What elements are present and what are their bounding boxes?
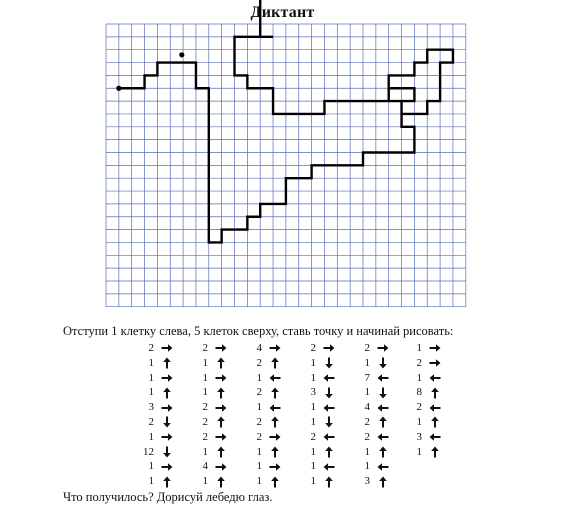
arrow-up-icon (322, 446, 336, 458)
step-count: 1 (310, 401, 316, 414)
instruction-step (356, 415, 390, 430)
arrow-down-icon (376, 357, 390, 369)
instruction-step (248, 341, 282, 356)
instruction-step (194, 415, 228, 430)
instruction-step (408, 341, 442, 356)
instruction-step (248, 445, 282, 460)
arrow-up-icon (322, 476, 336, 488)
step-count: 3 (364, 475, 370, 488)
step-count: 1 (256, 475, 262, 488)
step-count: 2 (256, 386, 262, 399)
page-title: Диктант (250, 4, 315, 21)
arrow-right-icon (214, 461, 228, 473)
instruction-step (140, 400, 174, 415)
step-count: 1 (310, 356, 316, 369)
step-count: 1 (202, 475, 208, 488)
instruction-step (248, 371, 282, 386)
step-count: 4 (256, 342, 262, 354)
arrow-right-icon (428, 342, 442, 354)
step-count: 2 (148, 415, 154, 428)
instruction-step (302, 415, 336, 430)
start-point-dot (116, 86, 121, 91)
step-count: 2 (256, 415, 262, 428)
step-count: 3 (148, 401, 154, 414)
step-count: 2 (202, 401, 208, 414)
instruction-step (248, 459, 282, 474)
step-count: 12 (143, 445, 154, 458)
step-count: 3 (310, 386, 316, 399)
instruction-step (140, 371, 174, 386)
instruction-step (248, 415, 282, 430)
step-count: 4 (364, 401, 370, 414)
arrow-left-icon (268, 372, 282, 384)
arrow-left-icon (322, 431, 336, 443)
dictation-table (140, 341, 440, 491)
arrow-left-icon (322, 402, 336, 414)
step-count: 1 (148, 475, 154, 488)
grid-lines (106, 24, 466, 307)
arrow-left-icon (376, 372, 390, 384)
arrow-down-icon (322, 387, 336, 399)
instruction-column (408, 341, 442, 459)
step-count: 1 (148, 356, 154, 369)
instruction-step (194, 445, 228, 460)
arrow-up-icon (214, 416, 228, 428)
instruction-step (248, 474, 282, 489)
arrow-down-icon (160, 446, 174, 458)
step-count: 1 (416, 371, 422, 384)
step-count: 1 (416, 342, 422, 354)
arrow-right-icon (376, 342, 390, 354)
arrow-left-icon (428, 402, 442, 414)
instruction-column (356, 341, 390, 489)
instruction-column (302, 341, 336, 489)
instruction-step (302, 474, 336, 489)
arrow-up-icon (376, 476, 390, 488)
instruction-step (356, 341, 390, 356)
arrow-up-icon (268, 416, 282, 428)
step-count: 2 (416, 356, 422, 369)
instruction-step (194, 430, 228, 445)
instruction-step (140, 341, 174, 356)
arrow-up-icon (376, 446, 390, 458)
arrow-right-icon (214, 402, 228, 414)
step-count: 1 (202, 356, 208, 369)
arrow-down-icon (322, 416, 336, 428)
instruction-step (248, 356, 282, 371)
instruction-step (302, 341, 336, 356)
step-count: 1 (310, 475, 316, 488)
step-count: 2 (256, 356, 262, 369)
step-count: 2 (364, 342, 370, 354)
instruction-column (248, 341, 282, 489)
instruction-step (194, 341, 228, 356)
arrow-right-icon (160, 402, 174, 414)
arrow-left-icon (376, 402, 390, 414)
instruction-step (248, 385, 282, 400)
instruction-step (140, 459, 174, 474)
arrow-down-icon (376, 387, 390, 399)
step-count: 1 (148, 371, 154, 384)
step-count: 1 (310, 445, 316, 458)
instruction-step (408, 385, 442, 400)
arrow-right-icon (160, 342, 174, 354)
step-count: 1 (416, 415, 422, 428)
instruction-step (194, 400, 228, 415)
step-count: 2 (202, 342, 208, 354)
step-count: 1 (148, 386, 154, 399)
question-text: Что получилось? Дорисуй лебедю глаз. (63, 490, 273, 504)
arrow-up-icon (214, 446, 228, 458)
arrow-right-icon (160, 431, 174, 443)
instruction-column (140, 341, 174, 489)
instruction-step (140, 415, 174, 430)
instruction-step (302, 371, 336, 386)
step-count: 1 (256, 401, 262, 414)
step-count: 1 (256, 460, 262, 473)
instruction-step (408, 445, 442, 460)
instruction-step (302, 400, 336, 415)
instruction-step (356, 474, 390, 489)
instruction-step (356, 400, 390, 415)
instruction-step (194, 474, 228, 489)
instruction-step (302, 356, 336, 371)
instruction-step (408, 371, 442, 386)
step-count: 3 (416, 430, 422, 443)
step-count: 1 (310, 460, 316, 473)
step-count: 1 (202, 386, 208, 399)
arrow-up-icon (214, 357, 228, 369)
instruction-step (248, 430, 282, 445)
arrow-right-icon (268, 461, 282, 473)
arrow-up-icon (376, 416, 390, 428)
arrow-up-icon (428, 416, 442, 428)
arrow-down-icon (322, 357, 336, 369)
instruction-step (356, 430, 390, 445)
arrow-left-icon (428, 372, 442, 384)
step-count: 1 (202, 371, 208, 384)
step-count: 2 (148, 342, 154, 354)
arrow-up-icon (268, 387, 282, 399)
step-count: 4 (202, 460, 208, 473)
instruction-column (194, 341, 228, 489)
arrow-up-icon (214, 387, 228, 399)
arrow-up-icon (268, 357, 282, 369)
arrow-up-icon (160, 476, 174, 488)
instruction-step (248, 400, 282, 415)
instruction-step (356, 356, 390, 371)
arrow-left-icon (376, 431, 390, 443)
arrow-up-icon (214, 476, 228, 488)
step-count: 1 (310, 371, 316, 384)
step-count: 1 (364, 356, 370, 369)
instruction-step (356, 385, 390, 400)
instruction-step (140, 430, 174, 445)
instruction-step (302, 385, 336, 400)
instruction-step (302, 459, 336, 474)
step-count: 2 (416, 401, 422, 414)
step-count: 2 (364, 430, 370, 443)
arrow-up-icon (428, 387, 442, 399)
instruction-step (408, 430, 442, 445)
instruction-step (356, 445, 390, 460)
step-count: 1 (256, 445, 262, 458)
arrow-left-icon (428, 431, 442, 443)
arrow-left-icon (268, 402, 282, 414)
instruction-step (140, 356, 174, 371)
step-count: 2 (202, 415, 208, 428)
step-count: 1 (148, 430, 154, 443)
arrow-left-icon (376, 461, 390, 473)
arrow-right-icon (322, 342, 336, 354)
arrow-up-icon (268, 446, 282, 458)
arrow-right-icon (214, 372, 228, 384)
step-count: 2 (256, 430, 262, 443)
instruction-step (140, 474, 174, 489)
arrow-right-icon (160, 461, 174, 473)
arrow-right-icon (214, 342, 228, 354)
instruction-step (140, 385, 174, 400)
step-count: 1 (310, 415, 316, 428)
arrow-right-icon (214, 431, 228, 443)
instruction-step (194, 356, 228, 371)
instruction-step (140, 445, 174, 460)
instruction-step (302, 445, 336, 460)
arrow-up-icon (160, 357, 174, 369)
swan-eye-dot (179, 52, 184, 57)
step-count: 1 (256, 371, 262, 384)
step-count: 2 (310, 342, 316, 354)
instruction-step (408, 356, 442, 371)
arrow-right-icon (268, 342, 282, 354)
arrow-up-icon (428, 446, 442, 458)
arrow-right-icon (160, 372, 174, 384)
step-count: 2 (310, 430, 316, 443)
step-count: 1 (364, 386, 370, 399)
instruction-step (408, 400, 442, 415)
step-count: 1 (364, 445, 370, 458)
arrow-left-icon (322, 461, 336, 473)
instruction-step (194, 385, 228, 400)
arrow-down-icon (160, 416, 174, 428)
step-count: 1 (148, 460, 154, 473)
instruction-step (194, 459, 228, 474)
instruction-step (302, 430, 336, 445)
step-count: 2 (202, 430, 208, 443)
arrow-left-icon (322, 372, 336, 384)
step-count: 1 (202, 445, 208, 458)
arrow-up-icon (268, 476, 282, 488)
step-count: 2 (364, 415, 370, 428)
arrow-up-icon (160, 387, 174, 399)
step-count: 1 (416, 445, 422, 458)
instruction-text: Отступи 1 клетку слева, 5 клеток сверху, ставь точку и начинай рисовать: (63, 324, 454, 338)
instruction-step (356, 459, 390, 474)
arrow-right-icon (268, 431, 282, 443)
step-count: 7 (364, 371, 370, 384)
arrow-right-icon (428, 357, 442, 369)
instruction-step (356, 371, 390, 386)
instruction-step (408, 415, 442, 430)
instruction-step (194, 371, 228, 386)
step-count: 1 (364, 460, 370, 473)
step-count: 8 (416, 386, 422, 399)
